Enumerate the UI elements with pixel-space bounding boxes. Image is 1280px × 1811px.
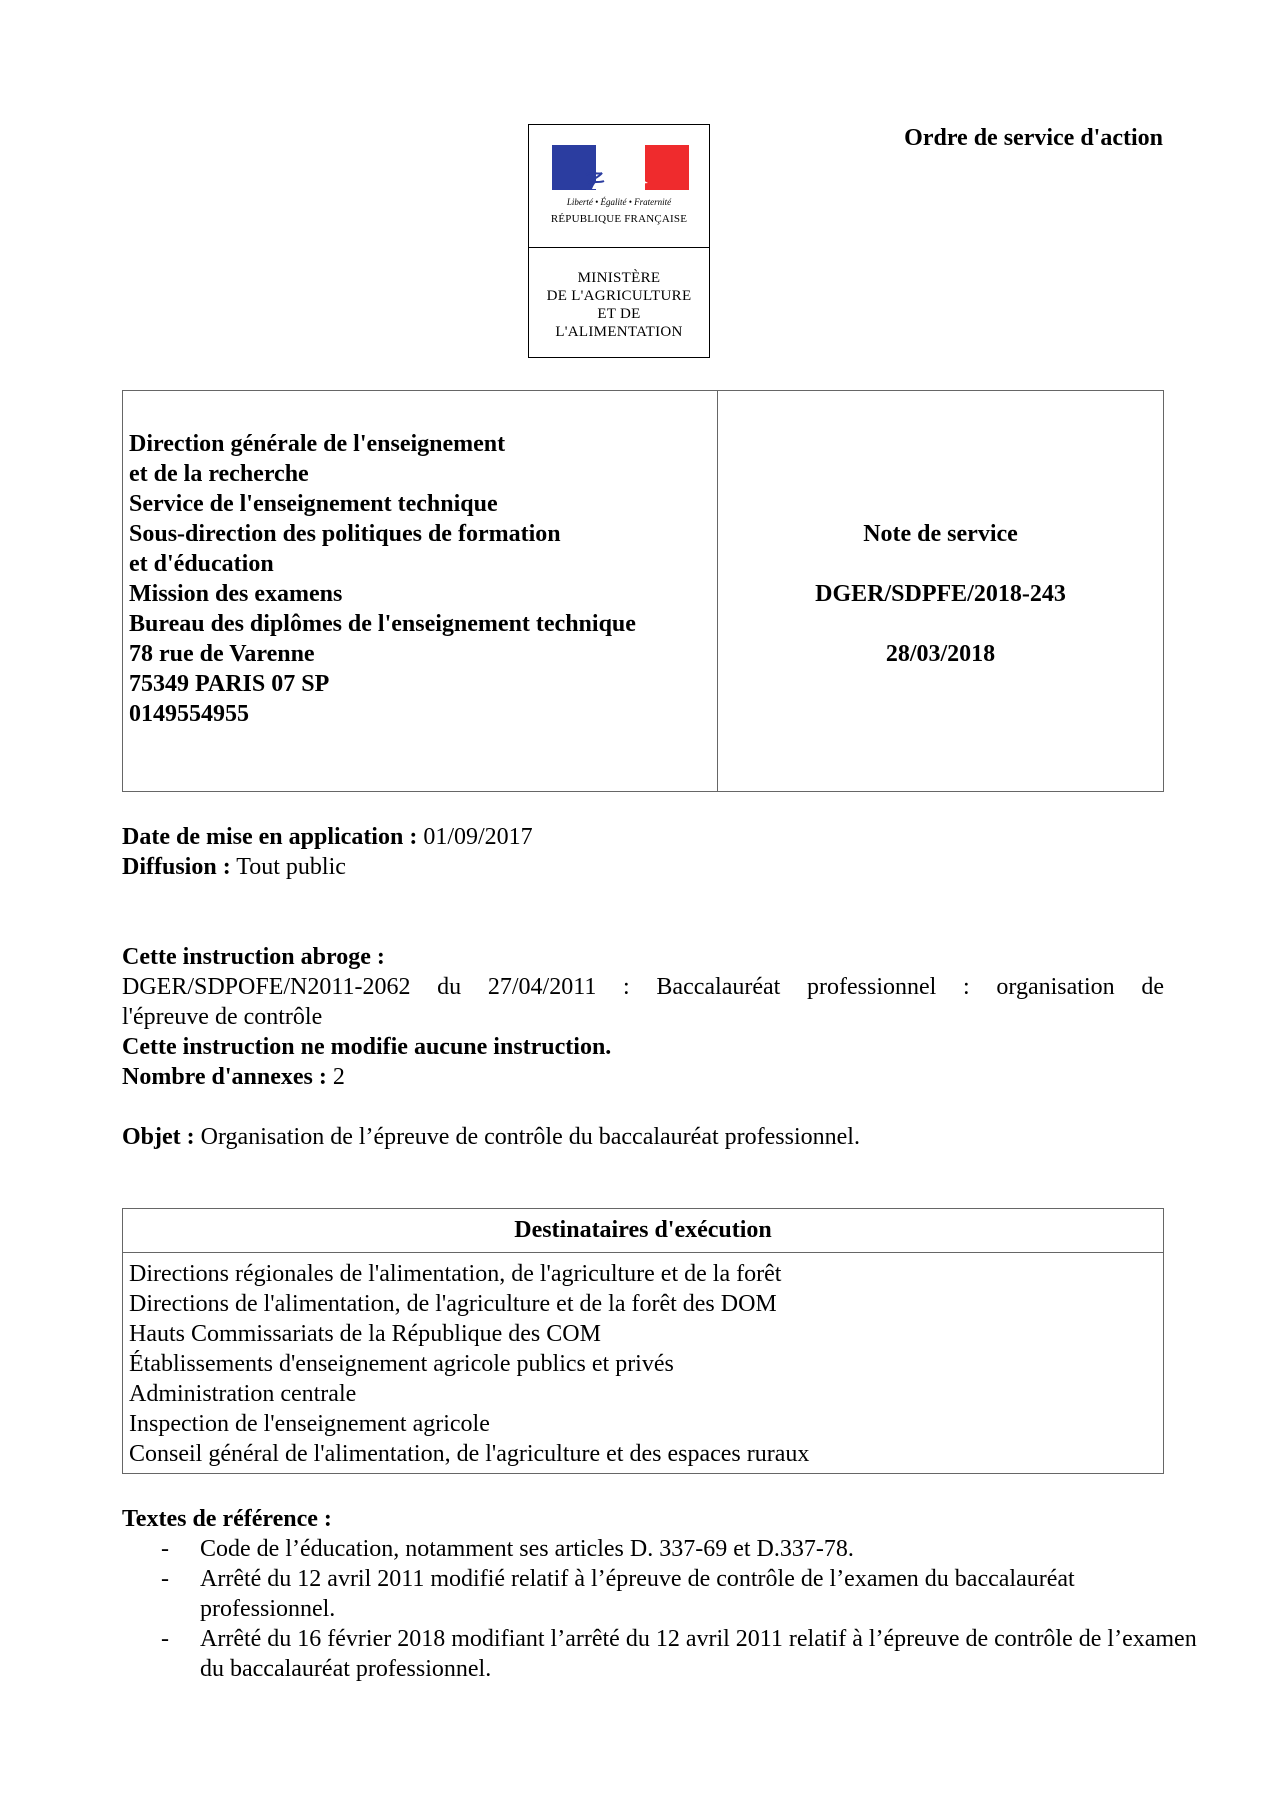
issuer-line: et de la recherche	[129, 461, 309, 487]
objet-label: Objet :	[122, 1124, 195, 1150]
list-item: Administration centrale	[129, 1381, 357, 1407]
republic-name: RÉPUBLIQUE FRANÇAISE	[550, 213, 688, 225]
reference-text: Arrêté du 12 avril 2011 modifié relatif à l’épreuve de contrôle de l’examen du baccalauréat professionnel.	[200, 1566, 1075, 1622]
list-item: Hauts Commissariats de la République des COM	[129, 1321, 601, 1347]
issuer-line: Direction générale de l'enseignement	[129, 431, 506, 457]
abroge-line-2: l'épreuve de contrôle	[122, 1004, 323, 1030]
republic-motto: Liberté • Égalité • Fraternité	[566, 197, 672, 207]
list-item: Directions de l'alimentation, de l'agriculture et de la forêt des DOM	[129, 1291, 777, 1317]
bullet: -	[161, 1626, 169, 1652]
issuer-line: Bureau des diplômes de l'enseignement technique	[129, 611, 636, 637]
destinataires-table	[122, 1208, 1164, 1474]
order-title: Ordre de service d'action	[904, 125, 1163, 151]
note-type: Note de service	[863, 521, 1018, 547]
application-value: 01/09/2017	[423, 824, 533, 850]
issuer-line: Mission des examens	[129, 581, 343, 607]
references-title: Textes de référence :	[122, 1506, 332, 1532]
note-date: 28/03/2018	[885, 641, 996, 667]
bullet: -	[161, 1536, 169, 1562]
issuer-address	[129, 429, 636, 729]
issuer-line: Sous-direction des politiques de formation	[129, 521, 561, 547]
destinataires-list	[129, 1259, 809, 1469]
list-item: Établissements d'enseignement agricole publics et privés	[129, 1351, 674, 1377]
objet	[122, 1122, 860, 1152]
ministry-logo	[528, 124, 710, 358]
modifie-statement: Cette instruction ne modifie aucune instruction.	[122, 1034, 612, 1060]
objet-value: Organisation de l’épreuve de contrôle du baccalauréat professionnel.	[200, 1124, 860, 1150]
bullet: -	[161, 1566, 169, 1592]
marianne-flag-icon	[552, 145, 689, 190]
abroge-label: Cette instruction abroge :	[122, 944, 385, 970]
issuer-line: 78 rue de Varenne	[129, 641, 315, 667]
note-reference: DGER/SDPFE/2018-243	[815, 581, 1066, 607]
annexes-value: 2	[332, 1064, 345, 1090]
issuer-line: Service de l'enseignement technique	[129, 491, 498, 517]
application-label: Date de mise en application :	[122, 824, 418, 850]
abroge-line-1: DGER/SDPOFE/N2011-2062 du 27/04/2011 : Baccalauréat professionnel : organisation de	[122, 974, 1164, 1000]
list-item: Conseil général de l'alimentation, de l'agriculture et des espaces ruraux	[129, 1441, 810, 1467]
diffusion-value: Tout public	[236, 854, 346, 880]
header-box	[122, 390, 1164, 792]
annexes-label: Nombre d'annexes :	[122, 1064, 327, 1090]
ministry-name: MINISTÈRE DE L'AGRICULTURE ET DE L'ALIMENTATION	[546, 270, 692, 340]
application-date	[122, 822, 533, 852]
reference-text: Arrêté du 16 février 2018 modifiant l’arrêté du 12 avril 2011 relatif à l’épreuve de contrôle de l’examen du baccalauréat professionnel.	[200, 1626, 1197, 1682]
list-item: Directions régionales de l'alimentation, de l'agriculture et de la forêt	[129, 1261, 782, 1287]
destinataires-title: Destinataires d'exécution	[123, 1209, 1163, 1253]
republic-logo	[529, 125, 709, 248]
issuer-line: 75349 PARIS 07 SP	[129, 671, 330, 697]
diffusion	[122, 852, 346, 882]
reference-text: Code de l’éducation, notamment ses articles D. 337-69 et D.337-78.	[200, 1536, 854, 1562]
annexes-count	[122, 1062, 345, 1092]
issuer-line: et d'éducation	[129, 551, 274, 577]
issuer-line: 0149554955	[129, 701, 249, 727]
diffusion-label: Diffusion :	[122, 854, 231, 880]
list-item: Inspection de l'enseignement agricole	[129, 1411, 490, 1437]
